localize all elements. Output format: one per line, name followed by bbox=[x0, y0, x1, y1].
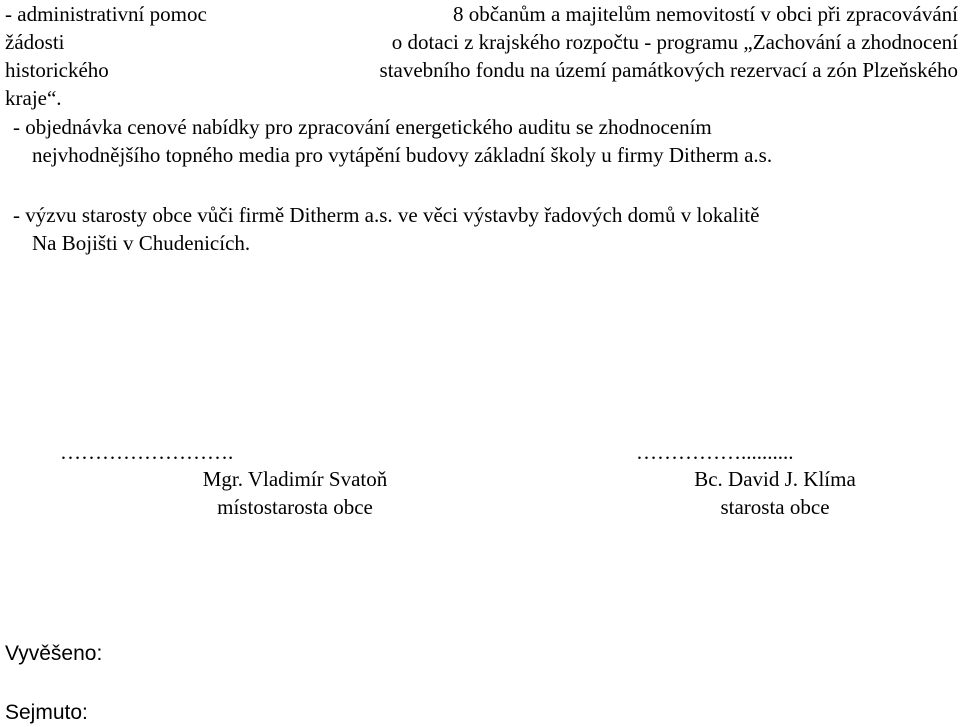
item-1-line-1-right: 8 občanům a majitelům nemovitostí v obci při zpracovávání bbox=[452, 2, 958, 26]
item-1-line-1-left: - administrativní pomoc bbox=[5, 2, 207, 26]
signature-2-name: Bc. David J. Klíma bbox=[694, 467, 856, 491]
signature-1-dots: ……………………. bbox=[60, 440, 234, 464]
signature-2-role: starosta obce bbox=[720, 495, 830, 519]
item-1-line-3-right: stavebního fondu na území památkových rezervací a zón Plzeňského bbox=[379, 58, 958, 82]
item-1-line-2 bbox=[5, 28, 958, 56]
item-1-line-3 bbox=[5, 56, 958, 84]
signature-1-name: Mgr. Vladimír Svatoň bbox=[202, 467, 388, 491]
item-3-line-2: Na Bojišti v Chudenicích. bbox=[32, 231, 251, 255]
item-2-line-2: nejvhodnějšího topného media pro vytápění budovy základní školy u firmy Ditherm a.s. bbox=[32, 143, 773, 167]
removed-label: Sejmuto: bbox=[5, 701, 88, 724]
posted-label: Vyvěšeno: bbox=[5, 642, 103, 665]
signature-1-role: místostarosta obce bbox=[217, 495, 373, 519]
item-1-line-1 bbox=[5, 0, 958, 28]
item-1-line-4: kraje“. bbox=[5, 86, 62, 110]
item-1-line-2-right: o dotaci z krajského rozpočtu - programu „Zachování a zhodnocení bbox=[391, 30, 958, 54]
signature-2-dots: …………….......... bbox=[636, 440, 794, 464]
item-3-line-1: - výzvu starosty obce vůči firmě Ditherm a.s. ve věci výstavby řadových domů v lokalitě bbox=[13, 203, 760, 227]
item-1-line-3-left: historického bbox=[5, 58, 109, 82]
item-1-line-2-left: žádosti bbox=[5, 30, 65, 54]
item-2-line-1: - objednávka cenové nabídky pro zpracování energetického auditu se zhodnocením bbox=[13, 115, 712, 139]
